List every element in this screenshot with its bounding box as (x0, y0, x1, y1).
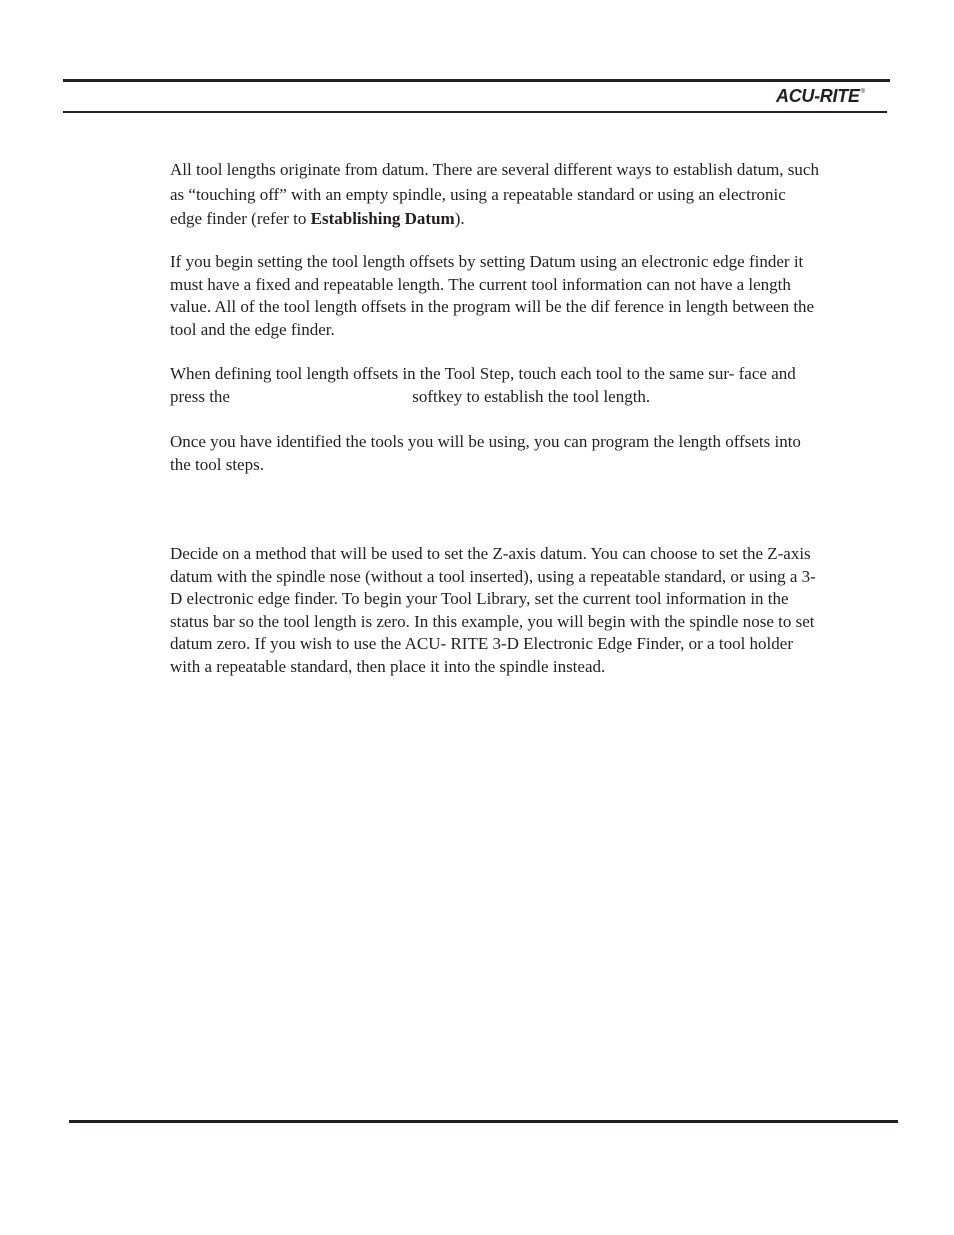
paragraph-z-axis-datum: Decide on a method that will be used to set the Z-axis datum. You can choose to set the Z-axis datum with the spindle nose (without a tool inserted), using a repeatable standard, or using a 3-D electronic edge finder. To begin your Tool Library, set the current tool information in the status bar so the tool length is zero. In this example, you will begin with the spindle nose to set datum zero. If you wish to use the ACU- RITE 3-D Electronic Edge Finder, or a tool holder with a repeatable standard, then place it into the spindle instead. (170, 544, 816, 676)
header-bottom-rule (63, 111, 887, 113)
registered-mark: ® (860, 89, 866, 95)
paragraph-text-end: ). (454, 209, 465, 228)
paragraph-edge-finder: If you begin setting the tool length offsets by setting Datum using an electronic edge finder it must have a fixed and repeatable length. The current tool information can not have a length value. All of the tool length offsets in the program will be the dif ference in length between the tool and the edge finder. (170, 252, 815, 339)
footer-rule (69, 1120, 898, 1123)
establishing-datum-reference: Establishing Datum (310, 209, 455, 228)
header-top-rule (63, 79, 890, 82)
paragraph-text: When defining tool length offsets in the Tool Step, touch each tool to the same sur- face and press the (170, 364, 796, 406)
paragraph-program-offsets: Once you have identified the tools you will be using, you can program the length offsets into the tool steps. (170, 432, 801, 474)
paragraph-text: All tool lengths originate from datum. There are several different ways to establish datum, such as “touching off” with an empty spindle, using a repeatable standard or using an electronic edge finder (refer to (170, 160, 819, 228)
paragraph-text-end: softkey to establish the tool length. (412, 386, 651, 406)
paragraph-tool-step (170, 363, 820, 408)
paragraph-datum-origin (170, 158, 820, 232)
acu-rite-logo (776, 84, 865, 108)
logo-wordmark: ACU-RITE (776, 86, 860, 106)
